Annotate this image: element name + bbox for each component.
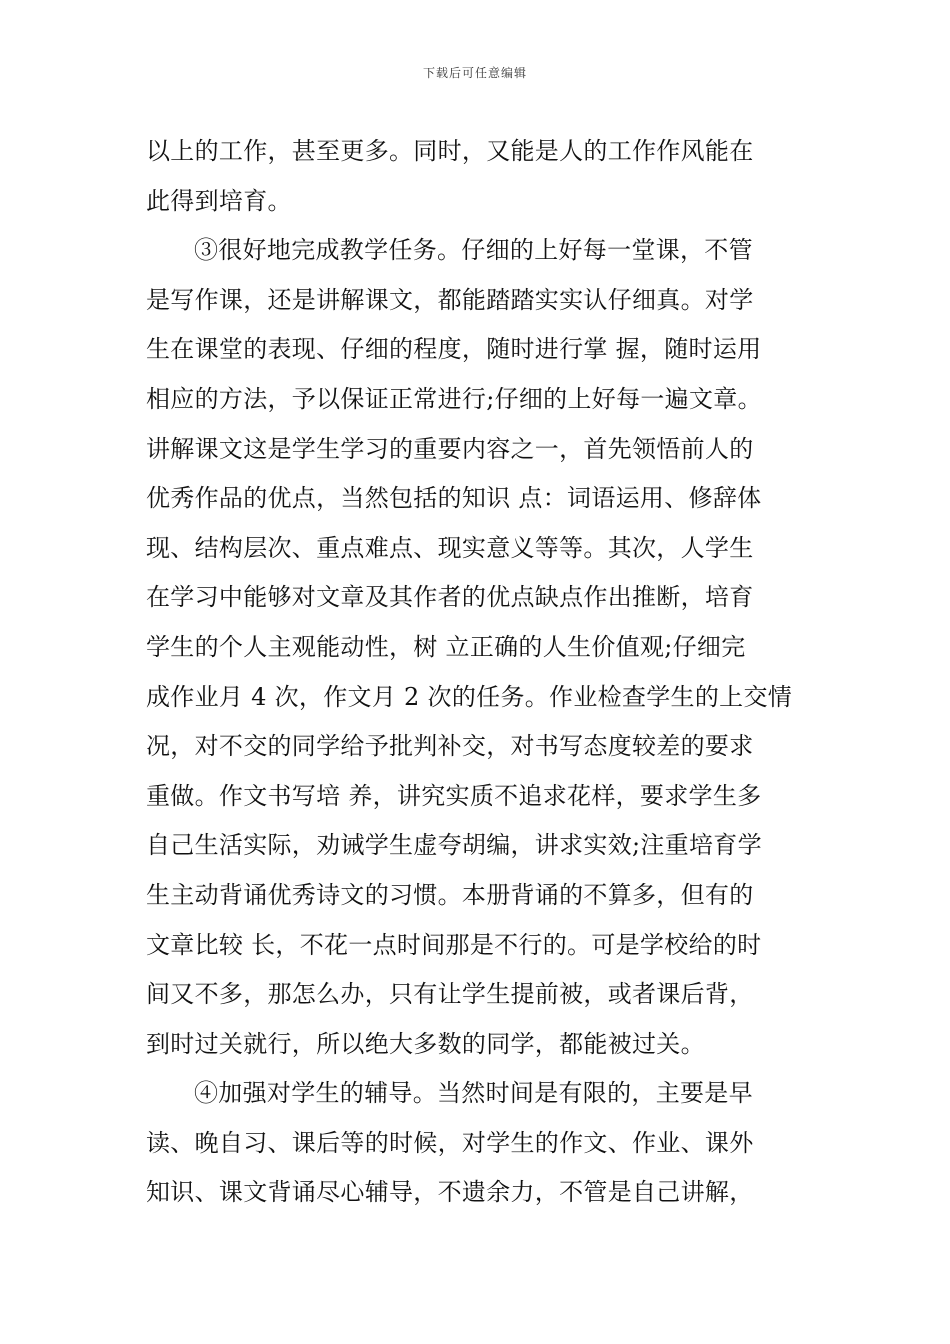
text-line: 优秀作品的优点，当然包括的知识 点：词语运用、修辞体: [146, 484, 762, 513]
page-header: 下载后可任意编辑: [422, 66, 527, 80]
text-line: 间又不多，那怎么办，只有让学生提前被，或者课后背，: [146, 980, 754, 1009]
text-line: 重做。作文书写培 养，讲究实质不追求花样，要求学生多: [146, 781, 762, 810]
text-line: 在学习中能够对文章及其作者的优点缺点作出推断，培育: [146, 583, 754, 612]
text-line: 此得到培育。: [146, 186, 292, 215]
text-line: 文章比较 长，不花一点时间那是不行的。可是学校给的时: [146, 930, 762, 959]
text-line: 讲解课文这是学生学习的重要内容之一，首先领悟前人的: [146, 434, 754, 463]
document-body: [146, 127, 816, 1218]
paragraph-start-line: ④加强对学生的辅导。当然时间是有限的，主要是早: [194, 1079, 753, 1108]
text-line: 生主动背诵优秀诗文的习惯。本册背诵的不算多，但有的: [146, 880, 754, 909]
text-line: 生在课堂的表现、仔细的程度，随时进行掌 握，随时运用: [146, 335, 762, 364]
text-line: 读、晚自习、课后等的时候，对学生的作文、作业、课外: [146, 1128, 754, 1157]
text-line: 到时过关就行，所以绝大多数的同学，都能被过关。: [146, 1029, 705, 1058]
text-line: 是写作课，还是讲解课文，都能踏踏实实认仔细真。对学: [146, 285, 754, 314]
text-line: 况，对不交的同学给予批判补交，对书写态度较差的要求: [146, 732, 754, 761]
text-line: 以上的工作，甚至更多。同时，又能是人的工作作风能在: [146, 137, 754, 165]
text-line: 知识、课文背诵尽心辅导，不遗余力，不管是自己讲解，: [146, 1178, 754, 1207]
text-line: 自己生活实际，劝诫学生虚夸胡编，讲求实效;注重培育学: [146, 831, 762, 860]
text-line: 现、结构层次、重点难点、现实意义等等。其次，人学生: [146, 533, 754, 562]
paragraph-start-line: ③很好地完成教学任务。仔细的上好每一堂课，不管: [194, 236, 753, 265]
text-line: 学生的个人主观能动性，树 立正确的人生价值观;仔细完: [146, 632, 746, 661]
text-line: 相应的方法，予以保证正常进行;仔细的上好每一遍文章。: [146, 384, 762, 413]
text-line: 成作业月 4 次，作文月 2 次的任务。作业检查学生的上交情: [146, 682, 793, 711]
